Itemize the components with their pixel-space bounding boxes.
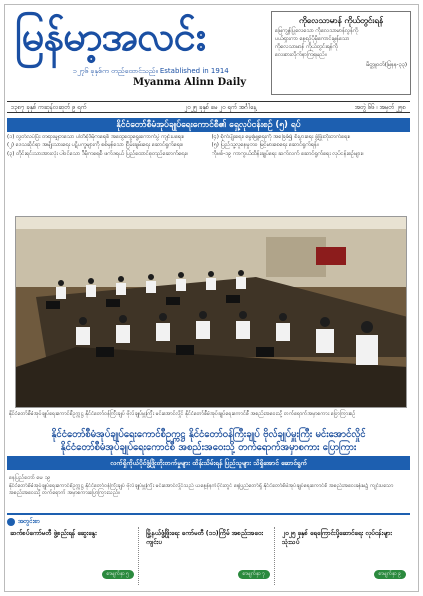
article-paragraph: (၂) ဒေသဆိုင်ရာ အမျိုးသားရေး ပဋိပက္ခများကို စစ်မှန်သော ငြိမ်းချမ်းရေး ဆောင်ရွက်ရေး။ [7, 142, 183, 149]
teaser-title: ဆက်စပ်ကော်မတီ ဖွဲ့စည်းရန် ဆွေးနွေး [10, 530, 97, 537]
motto-title: ကိုလေသာမာန် ကိုယ်တွင်းရန် [298, 16, 384, 25]
motto-line: လေးစားလိုက်နာကြရမည်။ [275, 52, 327, 58]
bullet-icon [7, 518, 15, 526]
article-paragraph: (၅) ပြည်သူ့လူနေမှုဘဝ မြင့်မားစေရေး ဆောင်ရွက်ရန်။ [211, 142, 319, 149]
date-bar [7, 101, 410, 113]
teaser-item[interactable] [7, 527, 139, 585]
volume-number: အတွဲ ၆၆ ၊ အမှတ် ၂၅၈ [354, 103, 406, 111]
teaser-item[interactable] [143, 527, 275, 585]
teaser-page-badge: စာမျက်နှာ ၇ [238, 570, 270, 579]
main-headline-line-2: နိုင်ငံတော်စီမံအုပ်ချုပ်ရေးကောင်စီ အစည်းအဝေးသို့ တက်ရောက်အမှာစကား ပြောကြား [60, 442, 357, 453]
top-article-body [7, 134, 410, 212]
teaser-title: မြို့နယ်ဖွံ့ဖြိုးရေး ကော်မတီ (၁၁)ကြိမ် အစည်းအဝေး ကျင်းပ [146, 530, 263, 546]
motto-line: ကိုလေသာမာန် ကိုယ်တွင်းရန်ကို [275, 44, 339, 50]
masthead [13, 11, 263, 99]
teaser-page-badge: စာမျက်နှာ ၅ [102, 570, 134, 579]
inside-section-tag [7, 517, 40, 526]
motto-line: ပယ်ရှားကာ နေ့စဉ်ပိုမိုကောင်းမွန်သော [275, 36, 350, 42]
motto-reference: မိတ္တူဝတ်(မြနန-၃၃) [366, 62, 407, 68]
top-article-column-1 [7, 134, 206, 212]
logo-english-name: Myanma Alinn Daily [133, 77, 247, 88]
newspaper-front-page [4, 4, 419, 592]
article-paragraph: (၁) လွတ်လပ်ပြီး တရားမျှတသော ပါတီစုံဒီမိုကရေစီ အထွေထွေရွေးကောက်ပွဲ ကျင်းပရေး။ [7, 134, 185, 140]
meeting-photo [15, 216, 407, 408]
newspaper-logo: မြန်မာ့အလင်း [15, 14, 206, 60]
motto-box [271, 11, 411, 95]
teaser-item[interactable] [279, 527, 410, 585]
article-paragraph: (၃) တိုင်းရင်းသားအားလုံး ပါဝင်သော ဒီမိုကရေစီ ဖက်ဒရယ် ပြည်ထောင်စုတည်ဆောက်ရေး။ [7, 150, 188, 157]
inside-section-label: အတွင်းစာ [18, 518, 41, 525]
logo-established: ၁၂၇၆ ခုနှစ်က တည်ထောင်သည်။ Established in 1914 [73, 67, 229, 75]
lead-article-body: နိုင်ငံတော်စီမံအုပ်ချုပ်ရေးကောင်စီဥက္ကဋ္ဌ နိုင်ငံတော်ဝန်ကြီးချုပ် ဗိုလ်ချုပ်မှူးကြီး မင်းအောင်လှိုင်သည် ယနေ့နံနက်ပိုင်းတွင် နေပြည်တော်ရှိ နိုင်ငံတော်စီမံအုပ်ချုပ်ရေးကောင်စီ အစည်းအဝေးခန်းမ၌ ကျင်းပသော အစည်းအဝေးသို့ တက်ရောက် အမှာစကားပြောကြားသည်။ [9, 483, 394, 496]
teaser-page-badge: စာမျက်နှာ ၉ [374, 570, 406, 579]
top-article-column-2 [212, 134, 411, 212]
teaser-title: ၂၀၂၅ ခုနှစ် ရေကြောင်းပို့ဆောင်ရေး လုပ်ငန်းများ သုံးသပ် [282, 530, 392, 546]
teaser-row [7, 527, 410, 585]
article-paragraph: (၄) စိုက်ပျိုးရေး၊ မွေးမြူရေးကို အခြေခံ၍ စီးပွားရေး ဖွံ့ဖြိုးတိုးတက်ရေး။ [211, 134, 351, 140]
lunar-date: ၁၃၈၇ ခုနှစ် ကဆုန်လဆုတ် ၉ ရက် [11, 103, 87, 111]
article-paragraph: ကိုဗစ်-၁၉ ကာကွယ်ထိန်းချုပ်ရေး ဆက်လက် ဆောင်ရွက်ရေး လုပ်ငန်းစဉ်များ။ [211, 150, 364, 157]
inside-section-bar [7, 513, 410, 527]
motto-line: မြေကျွန်ပြုလေသော ကိုလေသာမာန်လွန်ကို [275, 28, 359, 34]
meeting-photo-illustration [16, 217, 407, 408]
sub-headline-band: လက်ရှိကိုယ်ပိုင်ဖွံ့ဖြိုးတိုးတက်မှုများ ထိန်းသိမ်းရန် ပြည်သူများ သိရှိအောင် ဆောင်ရွက် [7, 456, 410, 470]
main-headline-line-1: နိုင်ငံတော်စီမံအုပ်ချုပ်ရေးကောင်စီဥက္ကဋ္ဌ နိုင်ငံတော်ဝန်ကြီးချုပ် ဗိုလ်ချုပ်မှူးကြီး မင်းအောင်လှိုင် [51, 429, 366, 440]
issue-date: ၂၀၂၅ ခုနှစ် မေ ၂၀ ရက် အင်္ဂါနေ့ [184, 103, 257, 111]
photo-caption: နိုင်ငံတော်စီမံအုပ်ချုပ်ရေးကောင်စီဥက္ကဋ္ဌ နိုင်ငံတော်ဝန်ကြီးချုပ် ဗိုလ်ချုပ်မှူးကြီး မင်းအောင်လှိုင် နိုင်ငံတော်စီမံအုပ်ချုပ်ရေးကောင်စီ အစည်းအဝေးသို့ တက်ရောက်အမှာစကား ပြောကြားစဉ် [9, 411, 356, 417]
top-article-title: နိုင်ငံတော်စီမံအုပ်ချုပ်ရေးကောင်စီ၏ ရှေ့လုပ်ငန်းစဉ် (၅) ရပ် [7, 118, 410, 132]
dateline: နေပြည်တော် မေ ၁၉ [9, 475, 51, 481]
